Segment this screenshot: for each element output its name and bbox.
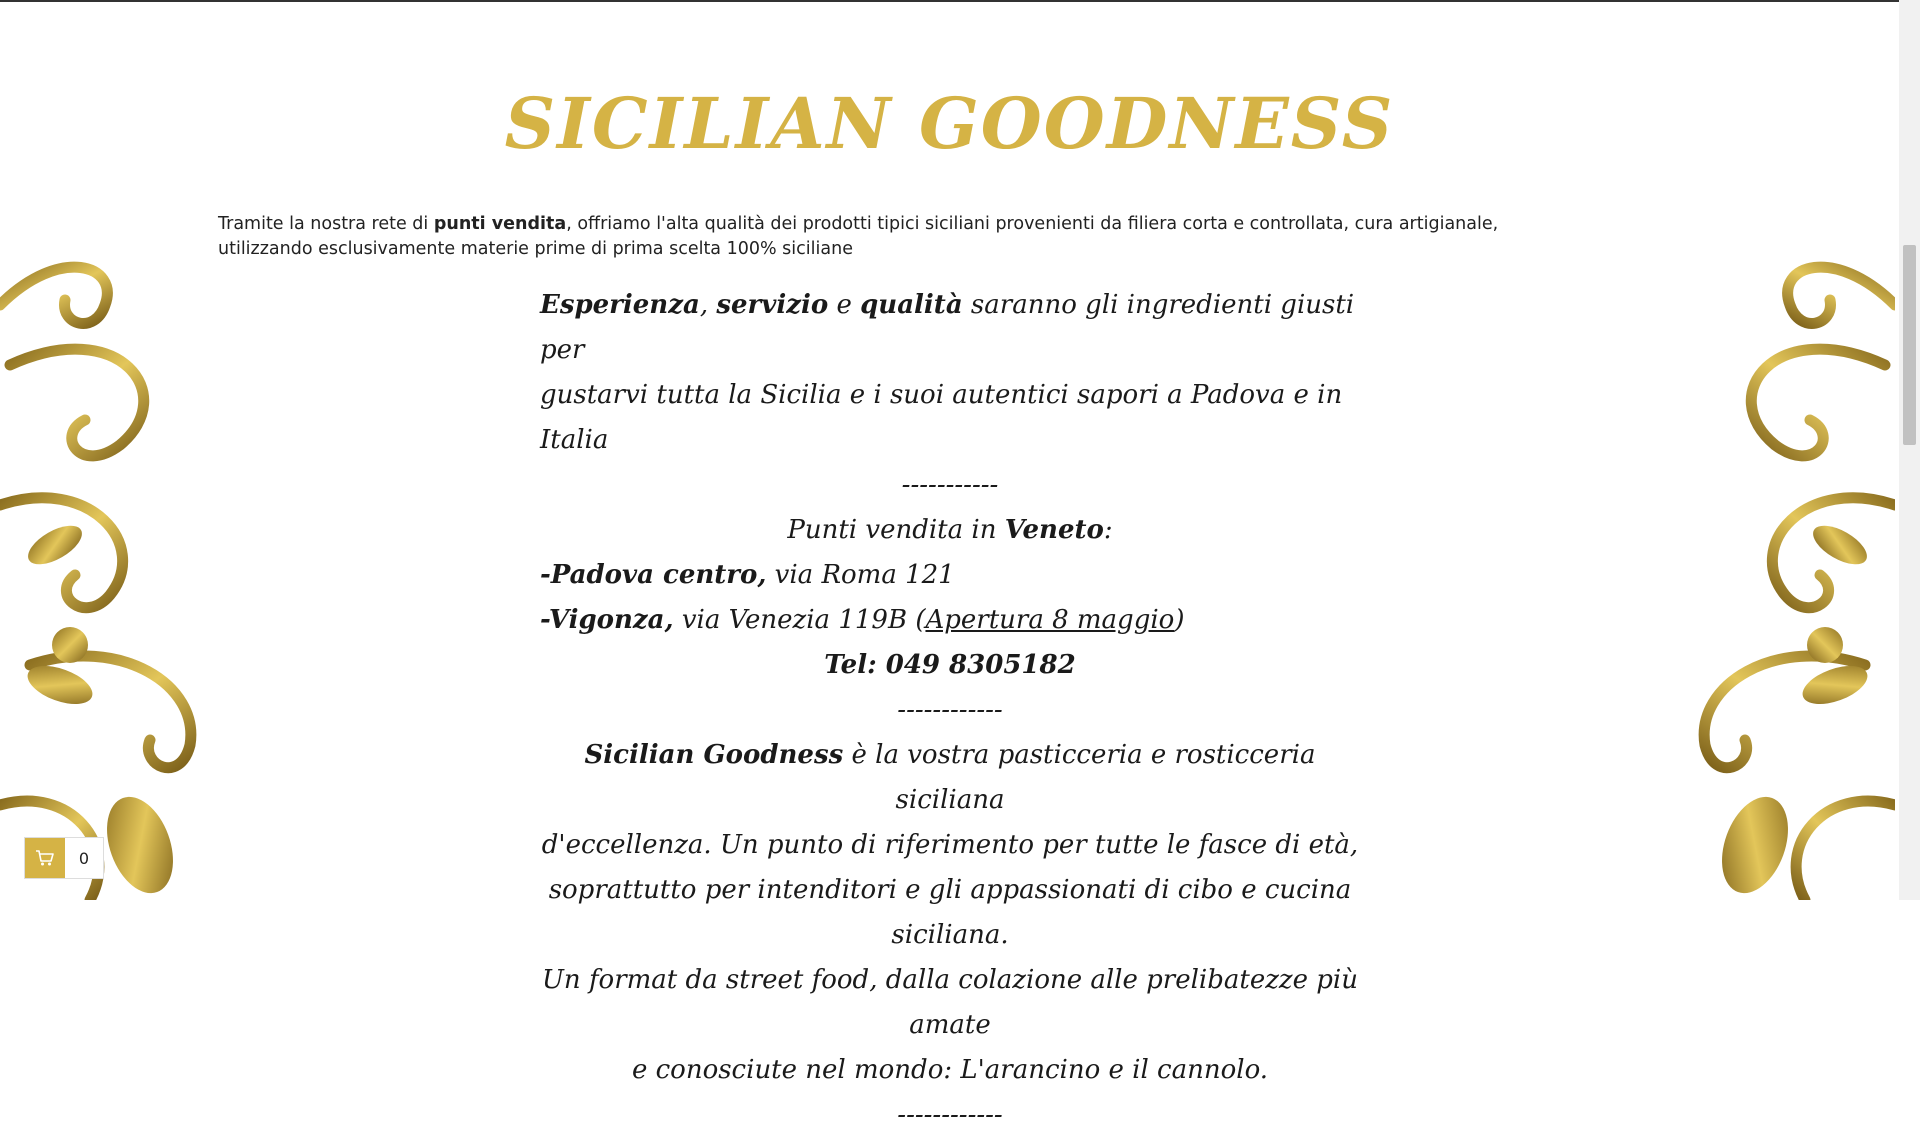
scrollbar-thumb[interactable] <box>1903 245 1916 445</box>
stores-heading-pre: Punti vendita in <box>787 515 1005 545</box>
store-padova <box>530 553 1370 598</box>
intro-paragraph <box>218 212 1578 262</box>
about-line-5: e conosciute nel mondo: L'arancino e il cannolo. <box>631 1055 1269 1085</box>
cart-icon[interactable] <box>25 838 65 878</box>
intro-text-before: Tramite la nostra rete di <box>218 214 434 234</box>
scrollbar[interactable] <box>1899 0 1920 900</box>
divider-2: ------------ <box>897 695 1003 725</box>
about-brand: Sicilian Goodness <box>584 740 844 770</box>
script-content <box>530 283 1370 1138</box>
cart-widget[interactable] <box>25 838 103 878</box>
top-border <box>0 0 1920 2</box>
experience-line-2: gustarvi tutta la Sicilia e i suoi autentici sapori a Padova e in Italia <box>540 380 1343 455</box>
store-vigonza <box>530 598 1370 643</box>
intro-bold-points: punti vendita <box>433 214 567 234</box>
experience-rest: saranno gli ingredienti giusti per <box>540 290 1355 365</box>
stores-heading <box>530 508 1370 553</box>
sep-2: e <box>828 290 861 320</box>
page-title: SICILIAN GOODNESS <box>504 82 1395 165</box>
stores-heading-post: : <box>1103 515 1113 545</box>
right-gold-ornament <box>1690 245 1895 900</box>
bold-esperienza: Esperienza <box>540 290 700 320</box>
store-vigonza-close: ) <box>1174 605 1185 635</box>
about-line-1 <box>530 733 1370 823</box>
divider-3: ------------ <box>897 1100 1003 1130</box>
bold-servizio: servizio <box>716 290 829 320</box>
left-gold-ornament <box>0 245 205 900</box>
store-padova-name: -Padova centro, <box>540 560 767 590</box>
about-line-4: Un format da street food, dalla colazione alle prelibatezze più amate <box>542 965 1358 1040</box>
about-line-3: soprattutto per intenditori e gli appassionati di cibo e cucina siciliana. <box>548 875 1352 950</box>
store-vigonza-name: -Vigonza, <box>540 605 674 635</box>
store-vigonza-opening: Apertura 8 maggio <box>925 605 1175 635</box>
bold-qualita: qualità <box>860 290 963 320</box>
intro-text-after: , offriamo l'alta qualità dei prodotti tipici siciliani provenienti da filiera corta e controllata, cura artigianale, utilizzando esclusivamente materie prime di prima scelta 100% siciliane <box>218 214 1499 259</box>
sep-1: , <box>699 290 717 320</box>
phone-line <box>530 643 1370 688</box>
divider-1: ----------- <box>901 470 999 500</box>
about-line-1-rest: è la vostra pasticceria e rosticceria siciliana <box>843 740 1316 815</box>
experience-line-1 <box>530 283 1370 373</box>
about-line-2: d'eccellenza. Un punto di riferimento per tutte le fasce di età, <box>541 830 1359 860</box>
phone-number: Tel: 049 8305182 <box>824 650 1076 680</box>
stores-region: Veneto <box>1004 515 1104 545</box>
cart-count: 0 <box>65 838 103 878</box>
store-padova-address: via Roma 121 <box>766 560 955 590</box>
store-vigonza-address: via Venezia 119B ( <box>673 605 926 635</box>
